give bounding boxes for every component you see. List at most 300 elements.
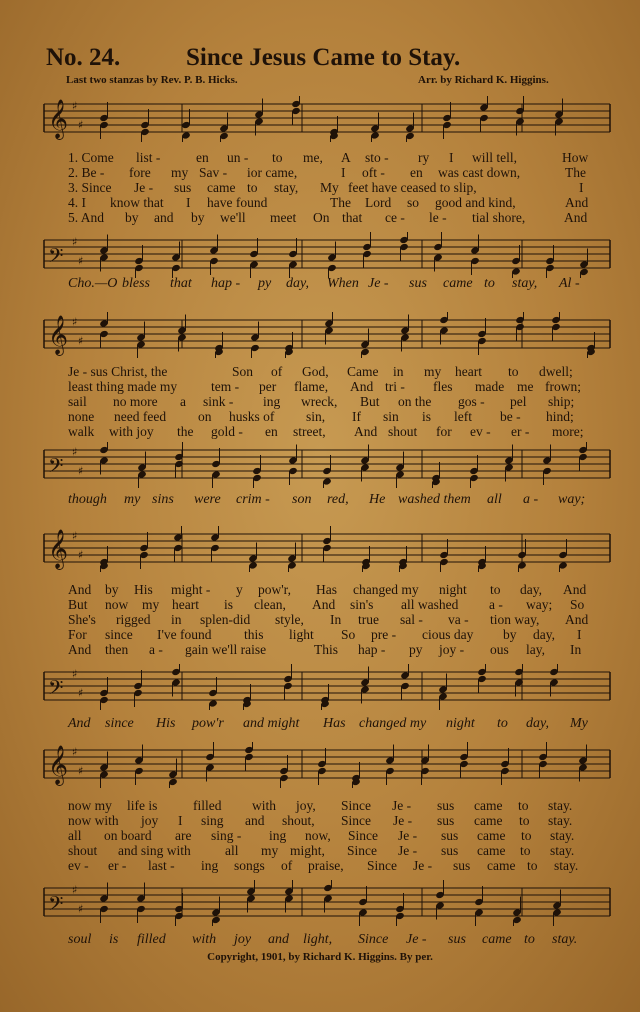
stanza-line-5 — [0, 210, 640, 224]
stanza-line-4 — [0, 409, 640, 423]
lyric-syllable: now — [105, 597, 129, 612]
chorus-line — [0, 716, 640, 732]
lyric-syllable: night — [439, 582, 467, 597]
lyric-syllable: all — [68, 828, 82, 843]
hymn-title: Since Jesus Came to Stay. — [186, 44, 461, 71]
lyric-syllable: to — [490, 582, 501, 597]
lyric-syllable: came — [487, 858, 516, 873]
lyric-syllable: un - — [227, 150, 249, 165]
lyric-syllable: walk — [68, 424, 95, 439]
lyric-syllable: sus — [453, 858, 471, 873]
treble-staff-4 — [42, 742, 612, 788]
lyric-syllable: night — [446, 716, 475, 731]
lyric-syllable: washed them — [398, 492, 471, 507]
sharp-icon: ♯ — [72, 667, 78, 681]
lyric-syllable: ev - — [68, 858, 89, 873]
lyric-syllable: I — [577, 627, 582, 642]
sharp-icon: ♯ — [72, 745, 78, 759]
lyric-syllable: more; — [552, 424, 584, 439]
lyric-syllable: to — [527, 858, 538, 873]
lyric-syllable: last - — [148, 858, 175, 873]
treble-staff-2 — [42, 312, 612, 358]
lyric-syllable: on the — [398, 394, 432, 409]
lyric-syllable: so — [407, 195, 420, 210]
lyric-syllable: to — [520, 843, 531, 858]
lyric-syllable: by — [105, 582, 119, 597]
lyric-syllable: that — [342, 210, 363, 225]
lyric-syllable: Je - — [398, 843, 418, 858]
lyric-syllable: we'll — [220, 210, 246, 225]
lyric-syllable: Je - — [134, 180, 154, 195]
treble-clef-icon: 𝄞 — [48, 529, 69, 569]
lyric-syllable: now, — [305, 828, 331, 843]
lyric-syllable: to — [524, 932, 535, 947]
lyric-syllable: me, — [303, 150, 323, 165]
lyric-syllable: sus — [448, 932, 466, 947]
lyric-syllable: by — [125, 210, 139, 225]
lyric-syllable: And — [565, 195, 589, 210]
lyric-syllable: bless — [122, 276, 150, 291]
sharp-icon: ♯ — [72, 445, 78, 459]
lyric-syllable: stay. — [550, 828, 575, 843]
lyric-syllable: changed my — [359, 716, 427, 731]
stanza-line-5 — [0, 858, 640, 872]
lyric-syllable: My — [320, 180, 339, 195]
chorus-line — [0, 492, 640, 508]
lyric-syllable: all — [487, 492, 502, 507]
lyric-syllable: lay, — [526, 642, 545, 657]
lyric-syllable: In — [570, 642, 582, 657]
lyric-syllable: en — [265, 424, 278, 439]
treble-staff-1 — [42, 96, 612, 142]
lyric-syllable: He — [369, 492, 386, 507]
lyric-syllable: since — [105, 716, 134, 731]
sharp-icon: ♯ — [78, 334, 84, 348]
lyric-syllable: heart — [172, 597, 199, 612]
lyric-syllable: tem - — [211, 379, 240, 394]
lyric-syllable: splen-did — [200, 612, 251, 627]
lyric-syllable: fles — [433, 379, 453, 394]
lyric-syllable: came — [207, 180, 236, 195]
lyric-syllable: songs — [234, 858, 265, 873]
lyric-syllable: is — [224, 597, 234, 612]
lyric-syllable: sin — [383, 409, 399, 424]
lyric-syllable: sing - — [211, 828, 242, 843]
lyric-syllable: pow'r — [192, 716, 224, 731]
lyric-syllable: way; — [558, 492, 586, 507]
lyric-syllable: 5. And — [68, 210, 105, 225]
lyric-syllable: to — [521, 828, 532, 843]
lyric-syllable: soul — [68, 932, 92, 947]
lyric-syllable: will tell, — [472, 150, 517, 165]
lyric-syllable: But — [360, 394, 380, 409]
lyric-syllable: per — [259, 379, 277, 394]
lyric-syllable: now my — [68, 798, 112, 813]
lyric-syllable: list - — [136, 150, 161, 165]
lyric-syllable: stay. — [554, 858, 579, 873]
sharp-icon: ♯ — [72, 235, 78, 249]
lyric-syllable: day, — [520, 582, 542, 597]
lyric-syllable: to — [519, 813, 530, 828]
lyric-syllable: I — [341, 165, 346, 180]
lyric-syllable: Since — [347, 843, 377, 858]
lyric-syllable: Je - — [398, 828, 418, 843]
stanza-line-1 — [0, 798, 640, 812]
lyric-syllable: Sav - — [199, 165, 228, 180]
lyric-syllable: shout, — [282, 813, 315, 828]
treble-staff-3 — [42, 526, 612, 572]
lyric-syllable: day, — [526, 716, 549, 731]
lyric-syllable: shout — [68, 843, 98, 858]
lyric-syllable: How — [562, 150, 589, 165]
lyric-syllable: gold - — [211, 424, 243, 439]
lyric-syllable: filled — [193, 798, 222, 813]
lyric-syllable: in — [393, 364, 404, 379]
lyric-syllable: hap - — [211, 276, 241, 291]
stanza-line-4 — [0, 843, 640, 857]
lyric-syllable: en — [196, 150, 209, 165]
lyric-syllable: er - — [108, 858, 127, 873]
lyric-syllable: Je - — [392, 798, 412, 813]
lyric-syllable: gain we'll raise — [185, 642, 267, 657]
lyric-syllable: pow'r, — [258, 582, 292, 597]
lyric-syllable: 3. Since — [68, 180, 112, 195]
lyric-syllable: life is — [127, 798, 158, 813]
lyric-syllable: pre - — [371, 627, 397, 642]
lyric-syllable: If — [352, 409, 361, 424]
words-credit: Last two stanzas by Rev. P. B. Hicks. — [66, 74, 238, 86]
stanza-line-2 — [0, 165, 640, 179]
lyric-syllable: light — [289, 627, 314, 642]
lyric-syllable: gos - — [458, 394, 485, 409]
lyric-syllable: of — [281, 858, 293, 873]
lyric-syllable: true — [358, 612, 379, 627]
lyric-syllable: Since — [341, 798, 371, 813]
lyric-syllable: with — [192, 932, 217, 947]
lyric-syllable: pel — [510, 394, 527, 409]
bass-clef-icon: 𝄢 — [48, 892, 64, 920]
copyright: Copyright, 1901, by Richard K. Higgins. By per. — [207, 951, 433, 963]
lyric-syllable: sail — [68, 394, 87, 409]
lyric-syllable: my — [142, 597, 160, 612]
lyric-syllable: tion way, — [490, 612, 540, 627]
lyric-syllable: rigged — [116, 612, 151, 627]
lyric-syllable: to — [518, 798, 529, 813]
lyric-syllable: clean, — [254, 597, 286, 612]
lyric-syllable: crim - — [236, 492, 270, 507]
lyric-syllable: I — [178, 813, 183, 828]
chorus-line — [0, 932, 640, 948]
sharp-icon: ♯ — [78, 548, 84, 562]
lyric-syllable: sal - — [400, 612, 423, 627]
lyric-syllable: to — [484, 276, 495, 291]
stanza-line-1 — [0, 582, 640, 596]
lyric-syllable: changed my — [353, 582, 419, 597]
lyric-syllable: came — [477, 828, 506, 843]
hymn-number: No. 24. — [46, 44, 121, 71]
music-credit: Arr. by Richard K. Higgins. — [418, 74, 549, 86]
lyric-syllable: then — [105, 642, 129, 657]
lyric-syllable: Since — [358, 932, 389, 947]
sharp-icon: ♯ — [78, 254, 84, 268]
lyric-syllable: day, — [286, 276, 309, 291]
lyric-syllable: Since — [341, 813, 371, 828]
lyric-syllable: And — [350, 379, 374, 394]
lyric-syllable: my — [424, 364, 442, 379]
lyric-syllable: came — [443, 276, 473, 291]
lyric-syllable: on board — [104, 828, 152, 843]
lyric-syllable: a - — [489, 597, 503, 612]
lyric-syllable: And — [563, 582, 587, 597]
lyric-syllable: stay. — [548, 813, 573, 828]
lyric-syllable: cious day — [422, 627, 474, 642]
lyric-syllable: to — [272, 150, 283, 165]
lyric-syllable: dwell; — [539, 364, 573, 379]
lyric-syllable: came — [477, 843, 506, 858]
lyric-syllable: is — [109, 932, 119, 947]
lyric-syllable: least thing made my — [68, 379, 178, 394]
lyric-syllable: joy, — [296, 798, 316, 813]
chorus-line — [0, 276, 640, 292]
lyric-syllable: Has — [316, 582, 337, 597]
lyric-syllable: en — [410, 165, 423, 180]
lyric-syllable: came — [482, 932, 512, 947]
lyric-syllable: this — [244, 627, 264, 642]
lyric-syllable: with joy — [109, 424, 154, 439]
lyric-syllable: A — [341, 150, 351, 165]
sharp-icon: ♯ — [72, 315, 78, 329]
lyric-syllable: And — [354, 424, 378, 439]
lyric-syllable: ry — [418, 150, 430, 165]
lyric-syllable: all washed — [401, 597, 459, 612]
lyric-syllable: In — [330, 612, 342, 627]
lyric-syllable: hind; — [546, 409, 574, 424]
lyric-syllable: a - — [149, 642, 163, 657]
lyric-syllable: I — [579, 180, 584, 195]
lyric-syllable: I — [186, 195, 191, 210]
stanza-line-5 — [0, 642, 640, 656]
lyric-syllable: by — [191, 210, 205, 225]
lyric-syllable: I've found — [157, 627, 212, 642]
lyric-syllable: sin's — [350, 597, 374, 612]
lyric-syllable: sus — [409, 276, 427, 291]
lyric-syllable: sin, — [306, 409, 326, 424]
lyric-syllable: filled — [137, 932, 166, 947]
bass-staff-3 — [42, 664, 612, 710]
lyric-syllable: to — [497, 716, 508, 731]
lyric-syllable: stay. — [548, 798, 573, 813]
lyric-syllable: my — [171, 165, 189, 180]
bass-clef-icon: 𝄢 — [48, 676, 64, 704]
lyric-syllable: husks of — [229, 409, 275, 424]
lyric-syllable: style, — [275, 612, 304, 627]
sharp-icon: ♯ — [78, 686, 84, 700]
lyric-syllable: ing — [201, 858, 219, 873]
stanza-line-3 — [0, 828, 640, 842]
lyric-syllable: came — [474, 798, 503, 813]
lyric-syllable: I — [449, 150, 454, 165]
lyric-syllable: red, — [327, 492, 349, 507]
lyric-syllable: street, — [293, 424, 326, 439]
lyric-syllable: heart — [455, 364, 482, 379]
lyric-syllable: of — [271, 364, 283, 379]
lyric-syllable: This — [314, 642, 339, 657]
lyric-syllable: frown; — [545, 379, 581, 394]
lyric-syllable: were — [194, 492, 221, 507]
lyric-syllable: His — [156, 716, 176, 731]
lyric-syllable: le - — [429, 210, 447, 225]
stanza-line-3 — [0, 612, 640, 626]
lyric-syllable: py — [258, 276, 272, 291]
lyric-syllable: none — [68, 409, 95, 424]
sharp-icon: ♯ — [72, 99, 78, 113]
lyric-syllable: tial shore, — [472, 210, 526, 225]
lyric-syllable: stay, — [512, 276, 538, 291]
lyric-syllable: stay. — [552, 932, 578, 947]
lyric-syllable: stay, — [274, 180, 299, 195]
lyric-syllable: sto - — [365, 150, 389, 165]
lyric-syllable: made — [475, 379, 505, 394]
lyric-syllable: y — [236, 582, 243, 597]
lyric-syllable: Has — [323, 716, 346, 731]
lyric-syllable: For — [68, 627, 87, 642]
lyric-syllable: And — [312, 597, 336, 612]
lyric-syllable: feet have ceased to slip, — [348, 180, 477, 195]
lyric-syllable: be - — [500, 409, 521, 424]
lyric-syllable: and — [245, 813, 265, 828]
lyric-syllable: God, — [302, 364, 329, 379]
lyric-syllable: va - — [448, 612, 469, 627]
stanza-line-1 — [0, 150, 640, 164]
lyric-syllable: And — [564, 210, 588, 225]
stanza-line-1 — [0, 364, 640, 378]
lyric-syllable: son — [292, 492, 312, 507]
lyric-syllable: joy - — [439, 642, 465, 657]
lyric-syllable: know that — [110, 195, 164, 210]
lyric-syllable: might - — [171, 582, 211, 597]
lyric-syllable: Son — [232, 364, 254, 379]
lyric-syllable: sins — [152, 492, 174, 507]
lyric-syllable: flame, — [294, 379, 329, 394]
lyric-syllable: sink - — [203, 394, 234, 409]
lyric-syllable: She's — [68, 612, 96, 627]
lyric-syllable: meet — [270, 210, 297, 225]
treble-clef-icon: 𝄞 — [48, 745, 69, 785]
lyric-syllable: me — [517, 379, 534, 394]
sharp-icon: ♯ — [72, 883, 78, 897]
sharp-icon: ♯ — [78, 764, 84, 778]
lyric-syllable: Lord — [365, 195, 392, 210]
lyric-syllable: fore — [129, 165, 151, 180]
lyric-syllable: was cast down, — [438, 165, 521, 180]
lyric-syllable: now with — [68, 813, 119, 828]
bass-clef-icon: 𝄢 — [48, 454, 64, 482]
lyric-syllable: came — [474, 813, 503, 828]
lyric-syllable: might, — [290, 843, 325, 858]
lyric-syllable: and might — [243, 716, 300, 731]
lyric-syllable: sus — [174, 180, 192, 195]
lyric-syllable: my — [124, 492, 141, 507]
lyric-syllable: ing — [263, 394, 281, 409]
lyric-syllable: ce - — [385, 210, 405, 225]
lyric-syllable: ship; — [548, 394, 575, 409]
lyric-syllable: ing — [269, 828, 287, 843]
lyric-syllable: Je - — [393, 813, 413, 828]
lyric-syllable: Al - — [559, 276, 580, 291]
lyric-syllable: tri - — [385, 379, 405, 394]
lyric-syllable: joy — [234, 932, 252, 947]
lyric-syllable: er - — [511, 424, 530, 439]
lyric-syllable: no more — [113, 394, 158, 409]
lyric-syllable: 4. I — [68, 195, 86, 210]
lyric-syllable: with — [252, 798, 277, 813]
stanza-line-3 — [0, 394, 640, 408]
lyric-syllable: and — [154, 210, 174, 225]
bass-staff-2 — [42, 442, 612, 488]
sharp-icon: ♯ — [72, 529, 78, 543]
lyric-syllable: praise, — [308, 858, 344, 873]
lyric-syllable: and sing with — [118, 843, 191, 858]
lyric-syllable: And — [68, 582, 92, 597]
lyric-syllable: for — [436, 424, 452, 439]
lyric-syllable: sus — [437, 813, 455, 828]
lyric-syllable: But — [68, 597, 88, 612]
lyric-syllable: good and kind, — [435, 195, 516, 210]
lyric-syllable: a - — [523, 492, 539, 507]
lyric-syllable: a — [180, 394, 186, 409]
lyric-syllable: and — [268, 932, 289, 947]
lyric-syllable: sus — [437, 798, 455, 813]
lyric-syllable: oft - — [362, 165, 385, 180]
lyric-syllable: ev - — [470, 424, 491, 439]
lyric-syllable: on — [198, 409, 212, 424]
lyric-syllable: in — [171, 612, 182, 627]
lyric-syllable: Since — [367, 858, 397, 873]
lyric-syllable: shout — [388, 424, 418, 439]
bass-staff-1 — [42, 232, 612, 278]
lyric-syllable: to — [508, 364, 519, 379]
stanza-line-2 — [0, 813, 640, 827]
lyric-syllable: have found — [207, 195, 268, 210]
lyric-syllable: way; — [526, 597, 553, 612]
lyric-syllable: joy — [141, 813, 159, 828]
lyric-syllable: Since — [348, 828, 378, 843]
sharp-icon: ♯ — [78, 464, 84, 478]
lyric-syllable: ous — [490, 642, 509, 657]
lyric-syllable: Cho.—O — [68, 276, 118, 291]
lyric-syllable: py — [409, 642, 423, 657]
lyric-syllable: that — [170, 276, 192, 291]
stanza-line-2 — [0, 379, 640, 393]
sharp-icon: ♯ — [78, 902, 84, 916]
lyric-syllable: Came — [347, 364, 379, 379]
lyric-syllable: So — [570, 597, 585, 612]
treble-clef-icon: 𝄞 — [48, 99, 69, 139]
lyric-syllable: sus — [441, 828, 459, 843]
lyric-syllable: When — [327, 276, 359, 291]
lyric-syllable: Je - — [413, 858, 433, 873]
lyric-syllable: to — [247, 180, 258, 195]
bass-staff-4 — [42, 880, 612, 926]
lyric-syllable: And — [565, 612, 589, 627]
lyric-syllable: Je - sus Christ, the — [68, 364, 168, 379]
lyric-syllable: my — [261, 843, 279, 858]
lyric-syllable: His — [134, 582, 153, 597]
lyric-syllable: 2. Be - — [68, 165, 105, 180]
lyric-syllable: On — [313, 210, 330, 225]
lyric-syllable: And — [68, 642, 92, 657]
lyric-syllable: hap - — [358, 642, 386, 657]
